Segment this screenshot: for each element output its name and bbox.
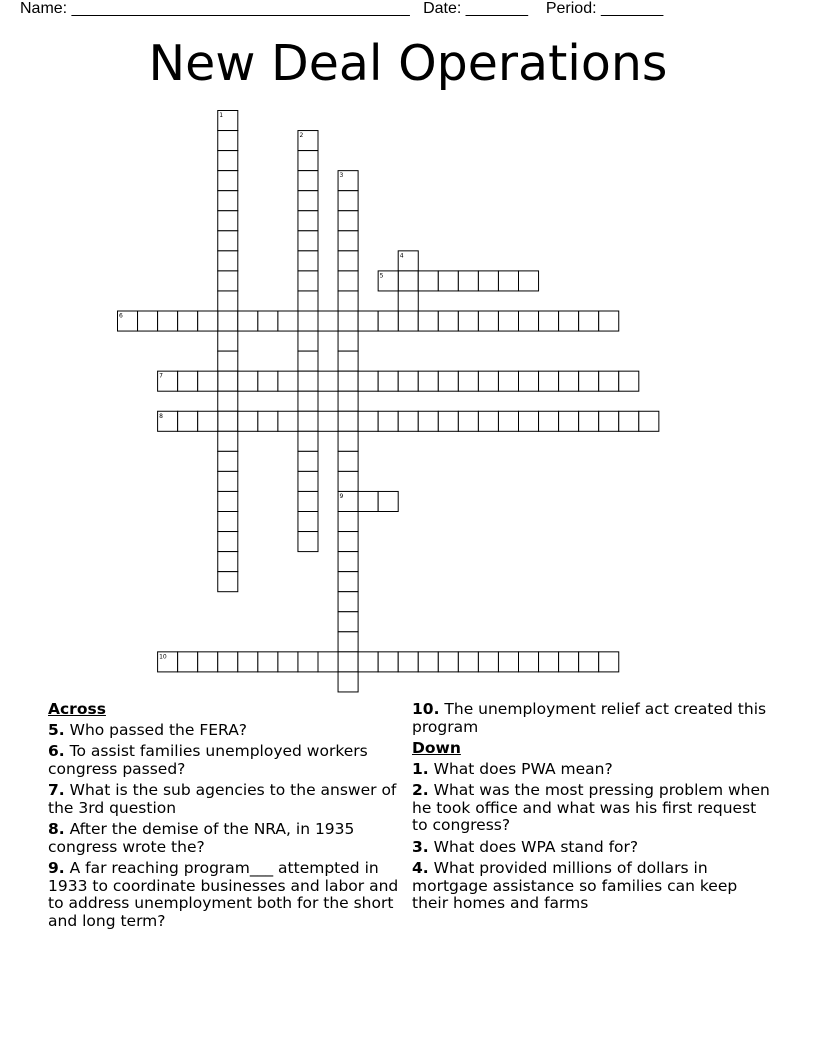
clue-number-label: 4 (399, 252, 404, 260)
grid-cell[interactable] (498, 371, 518, 391)
across-clue: 8. After the demise of the NRA, in 1935 congress wrote the? (48, 820, 355, 856)
clues-left-column (48, 701, 402, 934)
grid-cell[interactable] (438, 311, 458, 331)
across-clue: 7. What is the sub agencies to the answer of the 3rd question (48, 781, 397, 817)
grid-cell[interactable] (178, 371, 198, 391)
grid-cell[interactable] (218, 311, 238, 331)
grid-cell[interactable] (418, 271, 438, 291)
grid-cell[interactable] (218, 151, 238, 171)
grid-cell[interactable] (338, 191, 358, 211)
grid-cell[interactable] (238, 411, 258, 431)
grid-cell[interactable] (338, 451, 358, 471)
grid-cell[interactable] (218, 552, 238, 572)
grid-cell[interactable] (298, 171, 318, 191)
grid-cell[interactable] (218, 211, 238, 231)
period-label: Period: (545, 0, 597, 17)
grid-cell[interactable] (178, 311, 198, 331)
grid-cell[interactable] (559, 411, 579, 431)
grid-cell[interactable] (318, 652, 338, 672)
clue-number-label: 6 (119, 312, 123, 320)
clue-number-label: 2 (299, 132, 304, 140)
grid-cell[interactable] (218, 652, 238, 672)
grid-cell[interactable] (579, 311, 599, 331)
across-clue: 6. To assist families unemployed workers congress passed? (48, 742, 368, 778)
grid-cell[interactable] (338, 552, 358, 572)
grid-cell[interactable] (539, 371, 559, 391)
grid-cell[interactable] (218, 191, 238, 211)
grid-cell[interactable] (338, 532, 358, 552)
grid-cell[interactable] (498, 271, 518, 291)
grid-cell[interactable] (478, 411, 498, 431)
grid-cell[interactable] (298, 271, 318, 291)
grid-cell[interactable] (599, 411, 619, 431)
across-clue: 9. A far reaching program___ attempted in 1933 to coordinate businesses and labor and to address unemployment both for the short and long term? (48, 859, 399, 930)
grid-cell[interactable] (298, 351, 318, 371)
grid-cell[interactable] (218, 491, 238, 511)
grid-cell[interactable] (438, 652, 458, 672)
grid-cell[interactable] (619, 411, 639, 431)
down-heading: Down (412, 739, 461, 757)
grid-cell[interactable] (338, 572, 358, 592)
grid-cell[interactable] (358, 652, 378, 672)
clue-number-label: 3 (339, 172, 344, 180)
name-blank[interactable]: ______________________________________ (71, 0, 410, 17)
grid-cell[interactable] (218, 271, 238, 291)
grid-cell[interactable] (438, 271, 458, 291)
grid-cell[interactable] (318, 411, 338, 431)
grid-cell[interactable] (338, 351, 358, 371)
grid-cell[interactable] (498, 652, 518, 672)
clue-number-label: 9 (339, 492, 344, 500)
grid-cell[interactable] (338, 612, 358, 632)
grid-cell[interactable] (338, 331, 358, 351)
grid-cell[interactable] (218, 331, 238, 351)
grid-cell[interactable] (599, 652, 619, 672)
grid-cell[interactable] (298, 391, 318, 411)
grid-cell[interactable] (178, 652, 198, 672)
grid-cell[interactable] (338, 592, 358, 612)
grid-cell[interactable] (258, 411, 278, 431)
grid-cell[interactable] (539, 311, 559, 331)
grid-cell[interactable] (138, 311, 158, 331)
grid-cell[interactable] (298, 532, 318, 552)
grid-cell[interactable] (298, 431, 318, 451)
grid-cell[interactable] (238, 311, 258, 331)
grid-cell[interactable] (579, 411, 599, 431)
grid-cell[interactable] (358, 411, 378, 431)
grid-cell[interactable] (559, 311, 579, 331)
grid-cell[interactable] (338, 652, 358, 672)
grid-cell[interactable] (519, 652, 539, 672)
grid-cell[interactable] (458, 371, 478, 391)
clue-number-label: 8 (159, 412, 163, 420)
grid-cell[interactable] (218, 351, 238, 371)
grid-cell[interactable] (458, 411, 478, 431)
grid-cell[interactable] (178, 411, 198, 431)
grid-cell[interactable] (338, 271, 358, 291)
grid-cell[interactable] (198, 652, 218, 672)
grid-cell[interactable] (599, 311, 619, 331)
across-clue: 5. Who passed the FERA? (48, 720, 248, 739)
grid-cell[interactable] (519, 411, 539, 431)
grid-cell[interactable] (258, 371, 278, 391)
grid-cell[interactable] (258, 652, 278, 672)
date-label: Date: (423, 0, 462, 17)
grid-cell[interactable] (338, 391, 358, 411)
grid-cell[interactable] (398, 291, 418, 311)
grid-cell[interactable] (298, 231, 318, 251)
grid-cell[interactable] (398, 311, 418, 331)
clue-number-label: 10 (159, 653, 167, 661)
across-heading: Across (48, 700, 106, 718)
grid-cell[interactable] (278, 311, 298, 331)
grid-cell[interactable] (438, 411, 458, 431)
grid-cell[interactable] (218, 231, 238, 251)
grid-cell[interactable] (338, 231, 358, 251)
grid-cell[interactable] (298, 151, 318, 171)
grid-cell[interactable] (338, 251, 358, 271)
grid-cell[interactable] (298, 251, 318, 271)
date-blank[interactable]: _______ (465, 0, 529, 17)
grid-cell[interactable] (378, 311, 398, 331)
grid-cell[interactable] (458, 311, 478, 331)
grid-cell[interactable] (298, 311, 318, 331)
grid-cell[interactable] (398, 271, 418, 291)
grid-cell[interactable] (238, 371, 258, 391)
down-clue: 3. What does WPA stand for? (412, 837, 639, 856)
grid-cell[interactable] (218, 131, 238, 151)
grid-cell[interactable] (218, 431, 238, 451)
grid-cell[interactable] (298, 411, 318, 431)
grid-cell[interactable] (218, 371, 238, 391)
grid-cell[interactable] (198, 311, 218, 331)
grid-cell[interactable] (218, 291, 238, 311)
grid-cell[interactable] (559, 652, 579, 672)
grid-cell[interactable] (498, 411, 518, 431)
clue-number-label: 7 (159, 372, 163, 380)
grid-cell[interactable] (298, 211, 318, 231)
grid-cell[interactable] (418, 371, 438, 391)
grid-cell[interactable] (398, 371, 418, 391)
grid-cell[interactable] (278, 411, 298, 431)
grid-cell[interactable] (378, 371, 398, 391)
grid-cell[interactable] (298, 451, 318, 471)
grid-cell[interactable] (378, 652, 398, 672)
grid-cell[interactable] (458, 652, 478, 672)
grid-cell[interactable] (318, 371, 338, 391)
page-title: New Deal Operations (148, 35, 668, 92)
period-blank[interactable]: _______ (601, 0, 664, 17)
grid-cell[interactable] (519, 371, 539, 391)
clue-number-label: 5 (379, 272, 384, 280)
down-clue: 1. What does PWA mean? (412, 759, 613, 778)
grid-cell[interactable] (378, 411, 398, 431)
grid-cell[interactable] (418, 411, 438, 431)
down-clue: 2. What was the most pressing problem when he took office and what was his first request to congress? (412, 781, 770, 834)
grid-cell[interactable] (599, 371, 619, 391)
grid-cell[interactable] (318, 311, 338, 331)
grid-cell[interactable] (478, 271, 498, 291)
grid-cell[interactable] (619, 371, 639, 391)
down-clue: 4. What provided millions of dollars in mortgage assistance so families can keep their homes and farms (412, 859, 738, 912)
grid-cell[interactable] (298, 512, 318, 532)
grid-cell[interactable] (438, 371, 458, 391)
grid-cell[interactable] (218, 171, 238, 191)
grid-cell[interactable] (498, 311, 518, 331)
grid-cell[interactable] (218, 411, 238, 431)
grid-cell[interactable] (398, 652, 418, 672)
grid-cell[interactable] (338, 471, 358, 491)
grid-cell[interactable] (338, 211, 358, 231)
grid-cell[interactable] (198, 411, 218, 431)
clues-right-column (412, 701, 772, 917)
grid-cell[interactable] (358, 371, 378, 391)
grid-cell[interactable] (358, 311, 378, 331)
grid-cell[interactable] (298, 491, 318, 511)
grid-cell[interactable] (218, 251, 238, 271)
grid-cell[interactable] (218, 451, 238, 471)
grid-cell[interactable] (378, 491, 398, 511)
clue-number-label: 1 (219, 112, 224, 119)
grid-cell[interactable] (158, 311, 178, 331)
grid-cell[interactable] (298, 191, 318, 211)
grid-cell[interactable] (198, 371, 218, 391)
grid-cell[interactable] (218, 471, 238, 491)
grid-cell[interactable] (338, 291, 358, 311)
grid-cell[interactable] (478, 311, 498, 331)
grid-cell[interactable] (338, 672, 358, 692)
grid-cell[interactable] (298, 652, 318, 672)
grid-cell[interactable] (298, 471, 318, 491)
grid-cell[interactable] (458, 271, 478, 291)
grid-cell[interactable] (418, 652, 438, 672)
grid-cell[interactable] (218, 572, 238, 592)
grid-cell[interactable] (338, 431, 358, 451)
grid-cell[interactable] (338, 411, 358, 431)
grid-cell[interactable] (218, 532, 238, 552)
grid-cell[interactable] (559, 371, 579, 391)
grid-cell[interactable] (539, 652, 559, 672)
grid-cell[interactable] (358, 491, 378, 511)
grid-cell[interactable] (519, 271, 539, 291)
grid-cell[interactable] (539, 411, 559, 431)
grid-cell[interactable] (398, 411, 418, 431)
grid-cell[interactable] (298, 331, 318, 351)
grid-cell[interactable] (278, 652, 298, 672)
grid-cell[interactable] (278, 371, 298, 391)
grid-cell[interactable] (579, 371, 599, 391)
name-label: Name: (20, 0, 68, 17)
grid-cell[interactable] (579, 652, 599, 672)
grid-cell[interactable] (258, 311, 278, 331)
grid-cell[interactable] (418, 311, 438, 331)
grid-cell[interactable] (218, 512, 238, 532)
grid-cell[interactable] (338, 632, 358, 652)
grid-cell[interactable] (478, 371, 498, 391)
across-clue: 10. The unemployment relief act created this program (412, 700, 767, 736)
grid-cell[interactable] (338, 512, 358, 532)
grid-cell[interactable] (298, 371, 318, 391)
grid-cell[interactable] (338, 371, 358, 391)
grid-cell[interactable] (218, 391, 238, 411)
grid-cell[interactable] (298, 291, 318, 311)
grid-cell[interactable] (639, 411, 659, 431)
grid-cell[interactable] (519, 311, 539, 331)
grid-cell[interactable] (238, 652, 258, 672)
grid-cell[interactable] (338, 311, 358, 331)
grid-cell[interactable] (478, 652, 498, 672)
